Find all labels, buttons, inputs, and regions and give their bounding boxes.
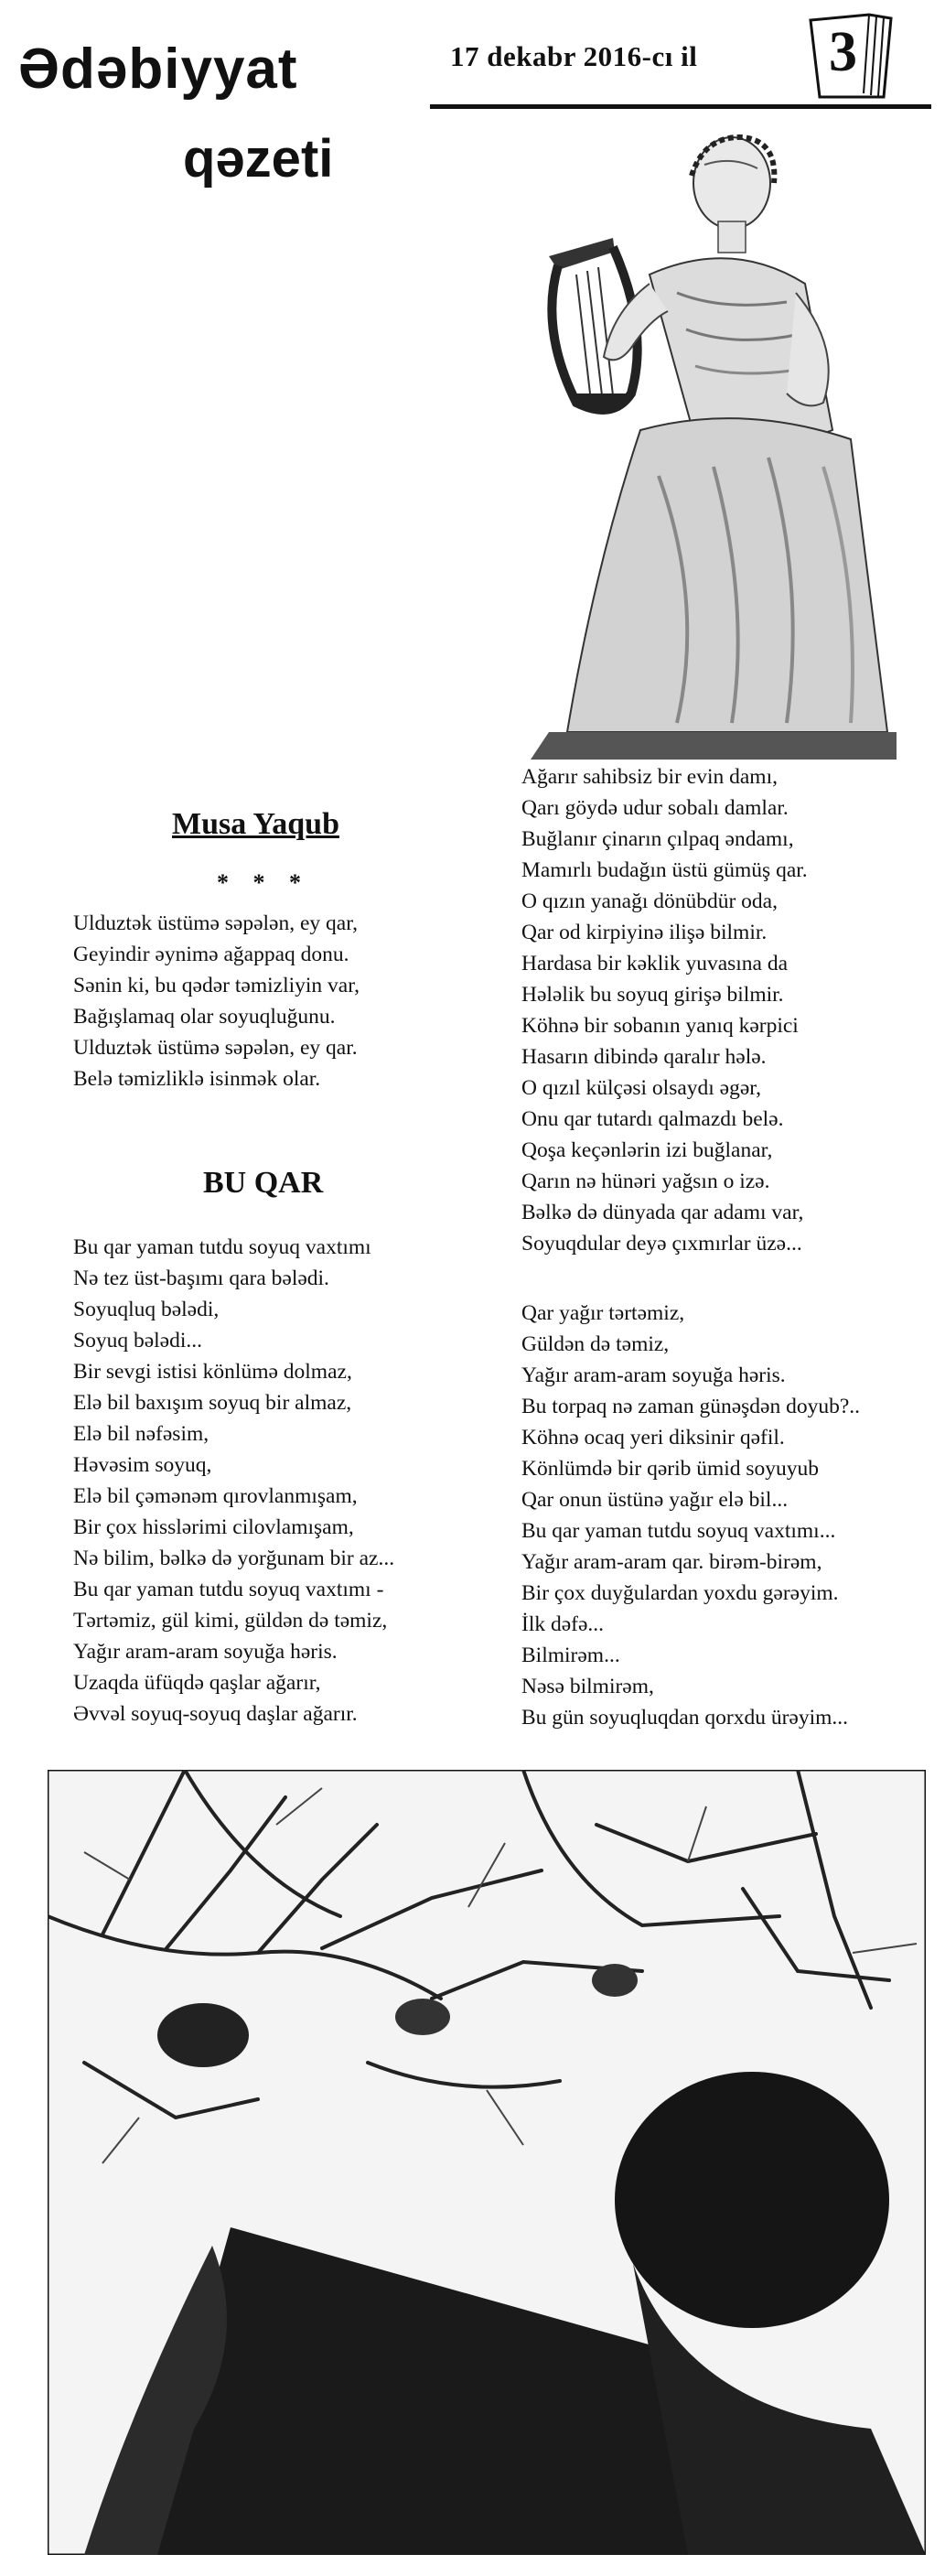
poem-1: [73, 908, 360, 1094]
poem-line: Qar od kirpiyinə ilişə bilmir.: [521, 921, 768, 944]
poem-line: Geyindir əynimə ağappaq donu.: [73, 943, 349, 966]
poem-2-title: BU QAR: [203, 1166, 324, 1200]
poem-line: Qarı göydə udur sobalı damlar.: [521, 796, 789, 820]
poem-line: Qar yağır tərtəmiz,: [521, 1301, 685, 1325]
poem-line: Yağır aram-aram qar. birəm-birəm,: [521, 1550, 822, 1574]
poem-line: Bu gün soyuqluqdan qorxdu ürəyim...: [521, 1706, 849, 1730]
poem-line: Qarın nə hünəri yağsın o izə.: [521, 1169, 770, 1193]
poem-line: Güldən də təmiz,: [521, 1332, 670, 1356]
poem-line: Belə təmizliklə isinmək olar.: [73, 1067, 321, 1091]
poem-line: Soyuq bələdi...: [73, 1329, 202, 1353]
newspaper-title-line1: Ədəbiyyat: [18, 38, 298, 101]
poem-line: Köhnə ocaq yeri diksinir qəfil.: [521, 1426, 785, 1450]
poem-line: O qızın yanağı dönübdür oda,: [521, 889, 778, 913]
poem-line: Hasarın dibində qaralır hələ.: [521, 1045, 767, 1069]
poem-line: Ulduztək üstümə səpələn, ey qar.: [73, 1036, 358, 1060]
muse-statue-illustration: [512, 128, 897, 760]
page-number: 3: [829, 21, 857, 83]
poem-line: Bu torpaq nə zaman günəşdən doyub?..: [521, 1395, 861, 1418]
poem-line: Qoşa keçənlərin izi buğlanar,: [521, 1138, 773, 1162]
poem-line: Könlümdə bir qərib ümid soyuyub: [521, 1457, 820, 1481]
poem-line: O qızıl külçəsi olsaydı əgər,: [521, 1076, 762, 1100]
poem-2-column-2-stanza-2: [521, 1298, 860, 1733]
poem-line: Elə bil baxışım soyuq bir almaz,: [73, 1391, 352, 1415]
poem-line: Nə tez üst-başımı qara bələdi.: [73, 1266, 329, 1290]
poem-line: Elə bil nəfəsim,: [73, 1422, 209, 1446]
poem-line: Bir çox hisslərimi cilovlamışam,: [73, 1515, 354, 1539]
header-rule: [430, 104, 931, 109]
poem-line: Tərtəmiz, gül kimi, güldən də təmiz,: [73, 1609, 388, 1633]
poem-line: Bu qar yaman tutdu soyuq vaxtımı -: [73, 1578, 384, 1601]
poem-line: Mamırlı budağın üstü gümüş qar.: [521, 858, 808, 882]
poem-line: Nə bilim, bəlkə də yorğunam bir az...: [73, 1547, 395, 1570]
poem-separator: * * *: [217, 869, 310, 896]
poem-line: Bir sevgi istisi könlümə dolmaz,: [73, 1360, 352, 1384]
poem-line: Buğlanır çinarın çılpaq əndamı,: [521, 827, 794, 851]
poem-2-column-2-stanza-1: [521, 761, 808, 1259]
poem-line: Sənin ki, bu qədər təmizliyin var,: [73, 974, 360, 997]
poem-line: Onu qar tutardı qalmazdı belə.: [521, 1107, 784, 1131]
poem-line: Yağır aram-aram soyuğa həris.: [521, 1363, 786, 1387]
poem-line: Əvvəl soyuq-soyuq daşlar ağarır.: [73, 1702, 358, 1726]
poem-line: Nəsə bilmirəm,: [521, 1675, 654, 1698]
winter-branches-photo: [48, 1770, 926, 2555]
poem-line: Ulduztək üstümə səpələn, ey qar,: [73, 911, 358, 935]
poem-line: Köhnə bir sobanın yanıq kərpici: [521, 1014, 799, 1038]
poem-line: Həvəsim soyuq,: [73, 1453, 212, 1477]
poem-line: Hələlik bu soyuq girişə bilmir.: [521, 983, 784, 1007]
poem-line: Bu qar yaman tutdu soyuq vaxtımı...: [521, 1519, 836, 1543]
poem-line: Yağır aram-aram soyuğa həris.: [73, 1640, 338, 1664]
poem-line: İlk dəfə...: [521, 1612, 605, 1636]
poem-line: Bu qar yaman tutdu soyuq vaxtımı: [73, 1235, 371, 1259]
poem-line: Bağışlamaq olar soyuqluğunu.: [73, 1005, 336, 1029]
poem-line: Soyuqdular deyə çıxmırlar üzə...: [521, 1232, 802, 1256]
poem-line: Bəlkə də dünyada qar adamı var,: [521, 1201, 804, 1224]
poem-2-column-1: [73, 1232, 394, 1730]
poem-line: Bilmirəm...: [521, 1644, 620, 1667]
newspaper-title-line2: qəzeti: [183, 129, 334, 189]
poem-line: Qar onun üstünə yağır elə bil...: [521, 1488, 789, 1512]
poem-line: Ağarır sahibsiz bir evin damı,: [521, 765, 778, 789]
poem-line: Hardasa bir kəklik yuvasına da: [521, 952, 789, 975]
issue-date: 17 dekabr 2016-cı il: [450, 40, 698, 72]
poem-line: Uzaqda üfüqdə qaşlar ağarır,: [73, 1671, 321, 1695]
poem-line: Elə bil çəmənəm qırovlanmışam,: [73, 1484, 358, 1508]
author-name: Musa Yaqub: [172, 807, 339, 841]
poem-line: Bir çox duyğulardan yoxdu gərəyim.: [521, 1581, 839, 1605]
poem-line: Soyuqluq bələdi,: [73, 1298, 220, 1321]
